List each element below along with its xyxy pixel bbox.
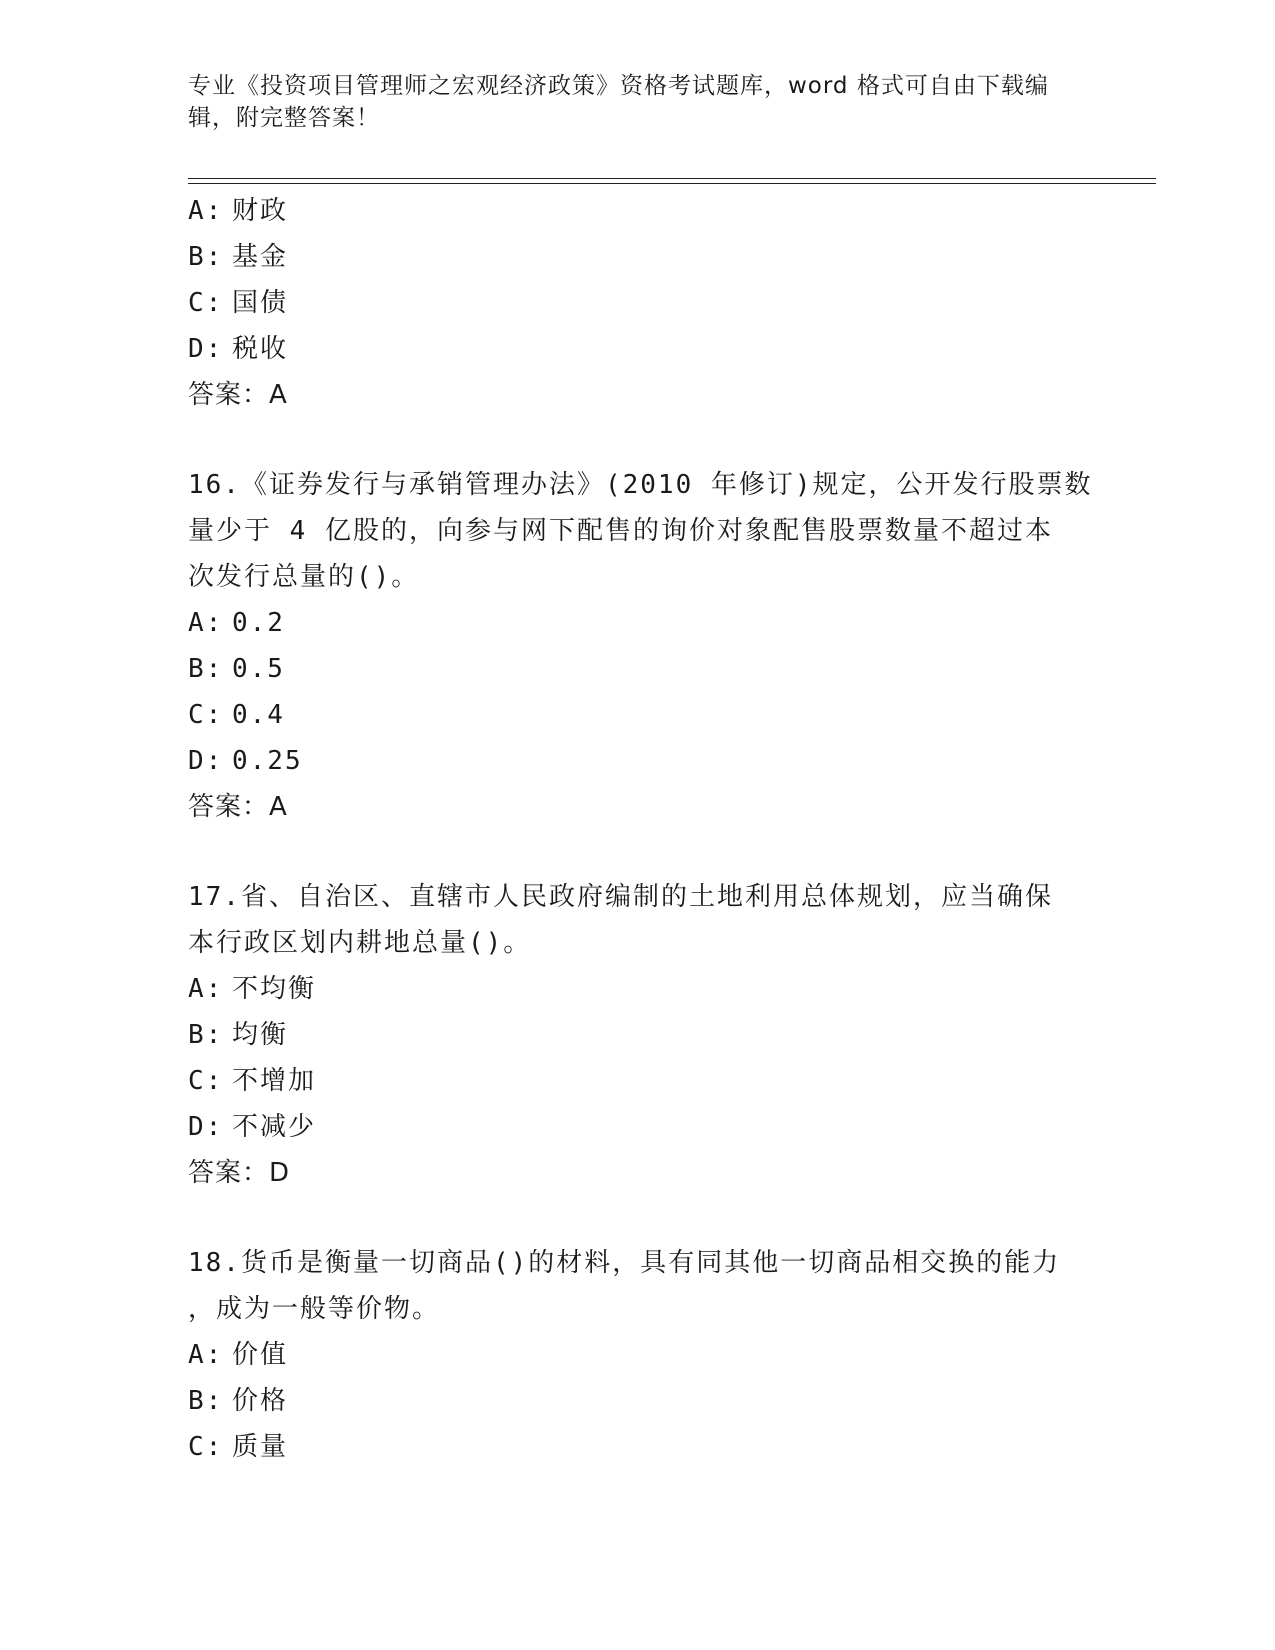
answer-line: 答案：D (188, 1158, 291, 1188)
option-text: 0.4 (232, 700, 285, 730)
option-text: 均衡 (232, 1020, 289, 1050)
option-text: 基金 (232, 242, 289, 272)
spacer (188, 418, 1088, 462)
option-text: 价格 (232, 1386, 289, 1416)
option-d (188, 326, 1088, 372)
option-a (188, 966, 1088, 1012)
option-b (188, 646, 1088, 692)
question-list (188, 188, 1093, 1470)
option-text: 不减少 (232, 1112, 317, 1142)
option-key: D: (188, 334, 224, 364)
header-line-2: 辑，附完整答案！ (188, 105, 380, 131)
option-key: C: (188, 1066, 224, 1096)
option-key: B: (188, 1386, 224, 1416)
header-line-1: 专业《投资项目管理师之宏观经济政策》资格考试题库，word 格式可自由下载编 (188, 73, 1049, 99)
option-text: 质量 (232, 1432, 289, 1462)
question-text-line: ，成为一般等价物。 (188, 1294, 441, 1324)
option-key: C: (188, 288, 224, 318)
option-text: 税收 (232, 334, 289, 364)
option-d (188, 1104, 1088, 1150)
option-key: B: (188, 1020, 224, 1050)
option-c (188, 1424, 1088, 1470)
spacer (188, 1196, 1088, 1240)
question-text-line: 17.省、自治区、直辖市人民政府编制的土地利用总体规划，应当确保 (188, 882, 1053, 912)
option-key: A: (188, 974, 224, 1004)
option-d (188, 738, 1088, 784)
question-block-18 (188, 1240, 1088, 1470)
header-rule-bottom (188, 183, 1156, 184)
option-text: 不均衡 (232, 974, 317, 1004)
question-text-line: 次发行总量的()。 (188, 562, 420, 592)
option-key: C: (188, 700, 224, 730)
option-a (188, 600, 1088, 646)
option-b (188, 1378, 1088, 1424)
option-a (188, 188, 1088, 234)
option-a (188, 1332, 1088, 1378)
spacer (188, 830, 1088, 874)
option-key: B: (188, 242, 224, 272)
option-text: 0.2 (232, 608, 285, 638)
answer-line: 答案：A (188, 380, 288, 410)
header-rule-top (188, 178, 1156, 179)
option-b (188, 1012, 1088, 1058)
option-b (188, 234, 1088, 280)
option-text: 0.25 (232, 746, 303, 776)
question-block-15 (188, 188, 1088, 418)
question-text-line: 本行政区划内耕地总量()。 (188, 928, 532, 958)
option-key: B: (188, 654, 224, 684)
option-c (188, 280, 1088, 326)
option-key: C: (188, 1432, 224, 1462)
option-c (188, 692, 1088, 738)
option-text: 财政 (232, 196, 289, 226)
option-text: 价值 (232, 1340, 289, 1370)
option-c (188, 1058, 1088, 1104)
question-text-line: 16.《证券发行与承销管理办法》(2010 年修订)规定，公开发行股票数 (188, 470, 1093, 500)
question-block-16 (188, 462, 1093, 830)
question-text-line: 18.货币是衡量一切商品()的材料，具有同其他一切商品相交换的能力 (188, 1248, 1061, 1278)
option-key: A: (188, 1340, 224, 1370)
document-header (188, 70, 1068, 134)
answer-line: 答案：A (188, 792, 288, 822)
option-key: A: (188, 196, 224, 226)
option-text: 0.5 (232, 654, 285, 684)
option-text: 国债 (232, 288, 289, 318)
question-block-17 (188, 874, 1088, 1196)
option-key: D: (188, 1112, 224, 1142)
question-text-line: 量少于 4 亿股的，向参与网下配售的询价对象配售股票数量不超过本 (188, 516, 1053, 546)
option-text: 不增加 (232, 1066, 317, 1096)
option-key: D: (188, 746, 224, 776)
option-key: A: (188, 608, 224, 638)
